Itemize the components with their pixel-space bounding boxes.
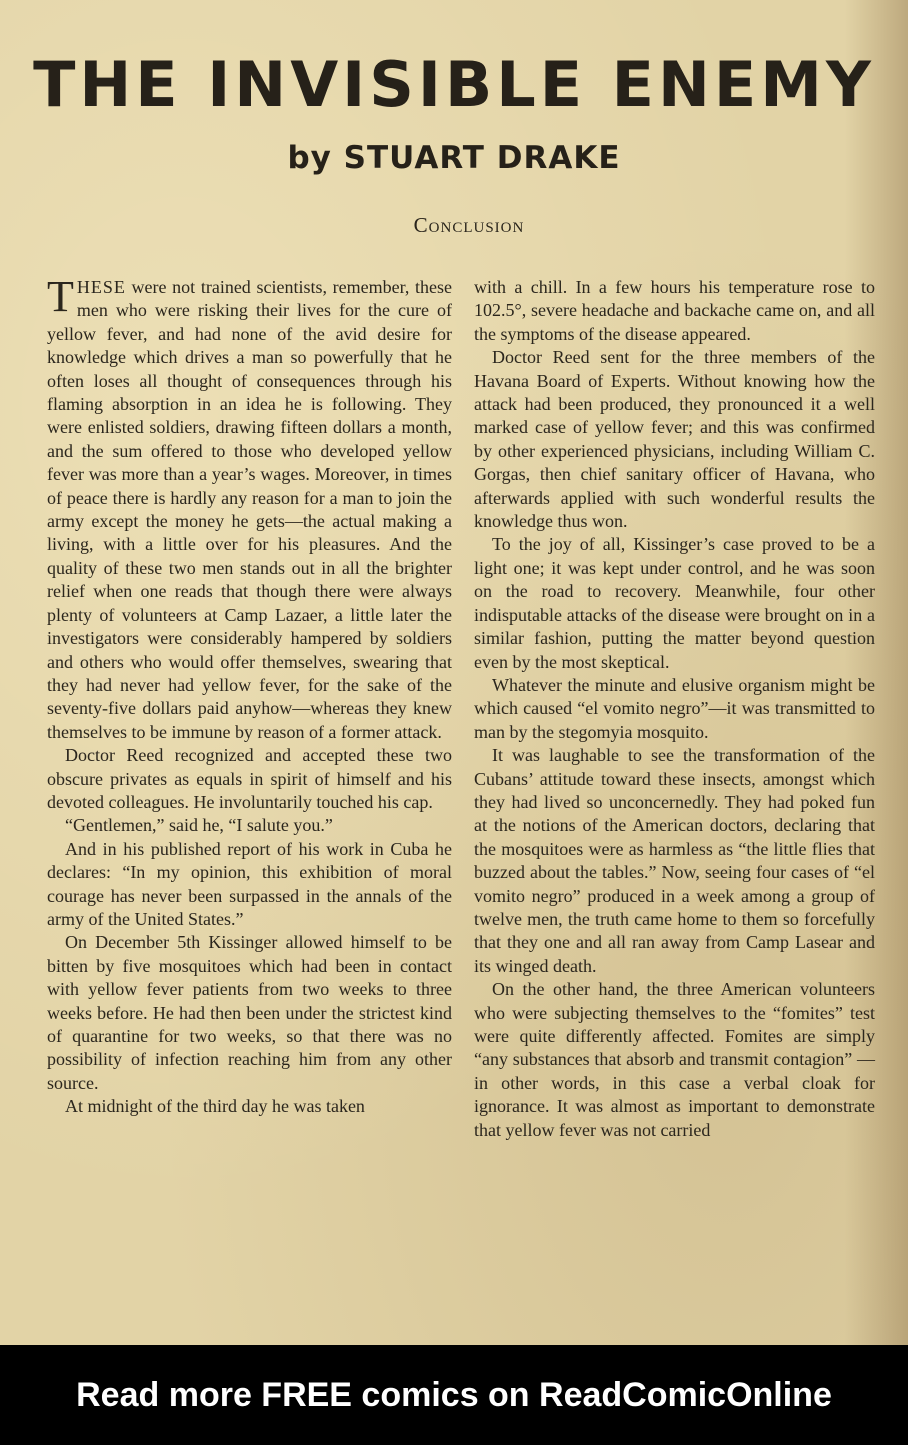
- paragraph: Doctor Reed sent for the three members of the Havana Board of Experts. Without knowing how the attack had been produced, they pronounced it a well marked case of yellow fever; and this was confirmed by other experienced physicians, including William C. Gorgas, then chief sanitary officer of Havana, who afterwards applied with such wonderful results the knowledge thus won.: [474, 347, 875, 532]
- lead-in-smallcaps: HESE: [76, 277, 126, 297]
- drop-cap: T: [47, 272, 74, 321]
- right-column: [474, 276, 875, 1142]
- paragraph: At midnight of the third day he was taken: [65, 1096, 365, 1117]
- section-heading: Conclusion: [413, 213, 525, 237]
- article-byline: by STUART DRAKE: [287, 140, 621, 176]
- paragraph: Doctor Reed recognized and accepted these two obscure privates as equals in spirit of himself and his devoted colleagues. He involuntarily touched his cap.: [47, 745, 452, 812]
- paragraph: And in his published report of his work in Cuba he declares: “In my opinion, this exhibition of moral courage has never been surpassed in the annals of the army of the United States.”: [47, 838, 452, 929]
- paragraph: with a chill. In a few hours his temperature rose to 102.5°, severe headache and backache came on, and all the symptoms of the disease appeared.: [474, 277, 875, 344]
- left-column: [47, 272, 452, 1119]
- paragraph: It was laughable to see the transformation of the Cubans’ attitude toward these insects, amongst which they had lived so unconcernedly. They had poked fun at the notions of the American doctors, declaring that the mosquitoes were as harmless as “the little flies that buzzed about the tables.” Now, seeing four cases of “el vomito negro” produced in a week among a group of twelve men, the truth came home to them so forcefully that they one and all ran away from Camp Lasear and its winged death.: [474, 745, 875, 976]
- promo-banner[interactable]: Read more FREE comics on ReadComicOnline: [0, 1345, 908, 1445]
- paragraph: “Gentlemen,” said he, “I salute you.”: [65, 815, 333, 836]
- article-title: THE INVISIBLE ENEMY: [33, 48, 875, 121]
- paragraph-text: were not trained scientists, remember, these men who were risking their lives for the cure of yellow fever, and had none of the avid desire for knowledge which drives a man so powerfully that he often loses all thought of consequences through his flaming absorption in an idea he is following. They were enlisted soldiers, drawing fifteen dollars a month, and the sum offered to those who developed yellow fever was more than a year’s wages. Moreover, in times of peace there is hardly any reason for a man to join the army except the money he gets—the actual making a living, with a little over for his pleasures. And the quality of these two men stands out in all the brighter relief when one reads that though there were always plenty of volunteers at Camp Lazaer, a little later the investigators were considerably hampered by soldiers and others who would offer themselves, swearing that they had never had yellow fever, for the sake of the seventy-five dollars paid anyhow—whereas they knew themselves to be immune by reason of a former attack.: [47, 277, 452, 742]
- paragraph: To the joy of all, Kissinger’s case proved to be a light one; it was kept under control, and he was soon on the road to recovery. Meanwhile, four other indisputable attacks of the disease were brought on in a similar fashion, putting the matter beyond question even by the most skeptical.: [474, 534, 875, 672]
- paragraph: On the other hand, the three American volunteers who were subjecting themselves to the “fomites” test were quite differently affected. Fomites are simply “any substances that absorb and transmit contagion” — in other words, in this case a verbal cloak for ignorance. It was almost as important to demonstrate that yellow fever was not carried: [474, 979, 875, 1140]
- paragraph: [47, 272, 452, 744]
- paragraph: Whatever the minute and elusive organism might be which caused “el vomito negro”—it was transmitted to man by the stegomyia mosquito.: [474, 674, 875, 742]
- paragraph: On December 5th Kissinger allowed himself to be bitten by five mosquitoes which had been in contact with yellow fever patients from two weeks to three weeks before. He had then been under the strictest kind of quarantine for two weeks, so that there was no possibility of infection reaching him from any other source.: [47, 932, 452, 1093]
